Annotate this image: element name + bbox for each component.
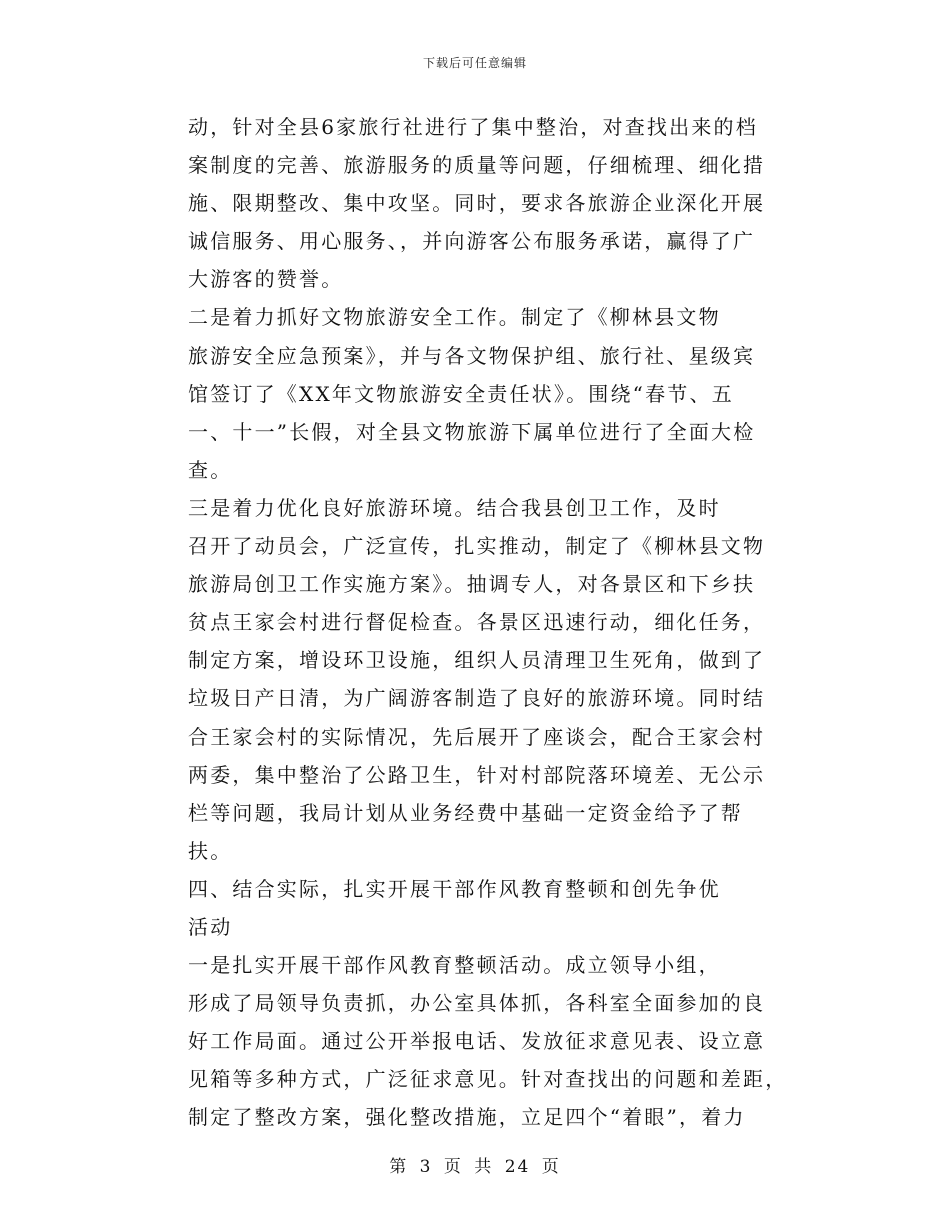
body-line: 扶。 bbox=[188, 838, 233, 863]
body-line: 馆签订了《XX年文物旅游安全责任状》。围绕“春节、五 bbox=[188, 381, 734, 406]
page-number: 第 3 页 共 24 页 bbox=[389, 1157, 561, 1177]
body-line: 案制度的完善、旅游服务的质量等问题，仔细梳理、细化措 bbox=[188, 153, 766, 178]
body-line: 动，针对全县6家旅行社进行了集中整治，对查找出来的档 bbox=[188, 115, 758, 139]
body-line: 形成了局领导负责抓，办公室具体抓，各科室全面参加的良 bbox=[188, 991, 766, 1016]
section-heading: 活动 bbox=[188, 914, 233, 939]
body-line: 贫点王家会村进行督促检查。各景区迅速行动，细化任务， bbox=[188, 610, 766, 635]
section-heading: 四、结合实际，扎实开展干部作风教育整顿和创先争优 bbox=[188, 876, 721, 901]
body-line: 一是扎实开展干部作风教育整顿活动。成立领导小组， bbox=[188, 953, 721, 978]
document-body bbox=[188, 108, 788, 1137]
body-line: 旅游局创卫工作实施方案》。抽调专人，对各景区和下乡扶 bbox=[188, 572, 756, 597]
body-line: 二是着力抓好文物旅游安全工作。制定了《柳林县文物 bbox=[188, 305, 721, 330]
body-line: 施、限期整改、集中攻坚。同时，要求各旅游企业深化开展 bbox=[188, 191, 766, 216]
body-line: 制定方案，增设环卫设施，组织人员清理卫生死角，做到了 bbox=[188, 648, 766, 673]
body-line: 大游客的赞誉。 bbox=[188, 267, 344, 292]
body-line: 垃圾日产日清，为广阔游客制造了良好的旅游环境。同时结 bbox=[188, 686, 766, 711]
body-line: 旅游安全应急预案》，并与各文物保护组、旅行社、星级宾 bbox=[188, 343, 756, 368]
body-line: 三是着力优化良好旅游环境。结合我县创卫工作，及时 bbox=[188, 495, 721, 520]
body-line: 召开了动员会，广泛宣传，扎实推动，制定了《柳林县文物 bbox=[188, 534, 766, 559]
page-header: 下载后可任意编辑 bbox=[422, 56, 527, 70]
body-line: 栏等问题，我局计划从业务经费中基础一定资金给予了帮 bbox=[188, 800, 743, 825]
body-line: 制定了整改方案，强化整改措施，立足四个“着眼”，着力 bbox=[188, 1105, 746, 1130]
body-line: 一、十一”长假，对全县文物旅游下属单位进行了全面大检 bbox=[188, 419, 756, 444]
body-line: 两委，集中整治了公路卫生，针对村部院落环境差、无公示 bbox=[188, 762, 766, 787]
body-line: 好工作局面。通过公开举报电话、发放征求意见表、设立意 bbox=[188, 1029, 766, 1054]
body-line: 见箱等多种方式，广泛征求意见。针对查找出的问题和差距， bbox=[188, 1067, 788, 1092]
body-line: 合王家会村的实际情况，先后展开了座谈会，配合王家会村 bbox=[188, 724, 766, 749]
body-line: 诚信服务、用心服务、，并向游客公布服务承诺，赢得了广 bbox=[188, 229, 756, 254]
body-line: 查。 bbox=[188, 457, 233, 482]
